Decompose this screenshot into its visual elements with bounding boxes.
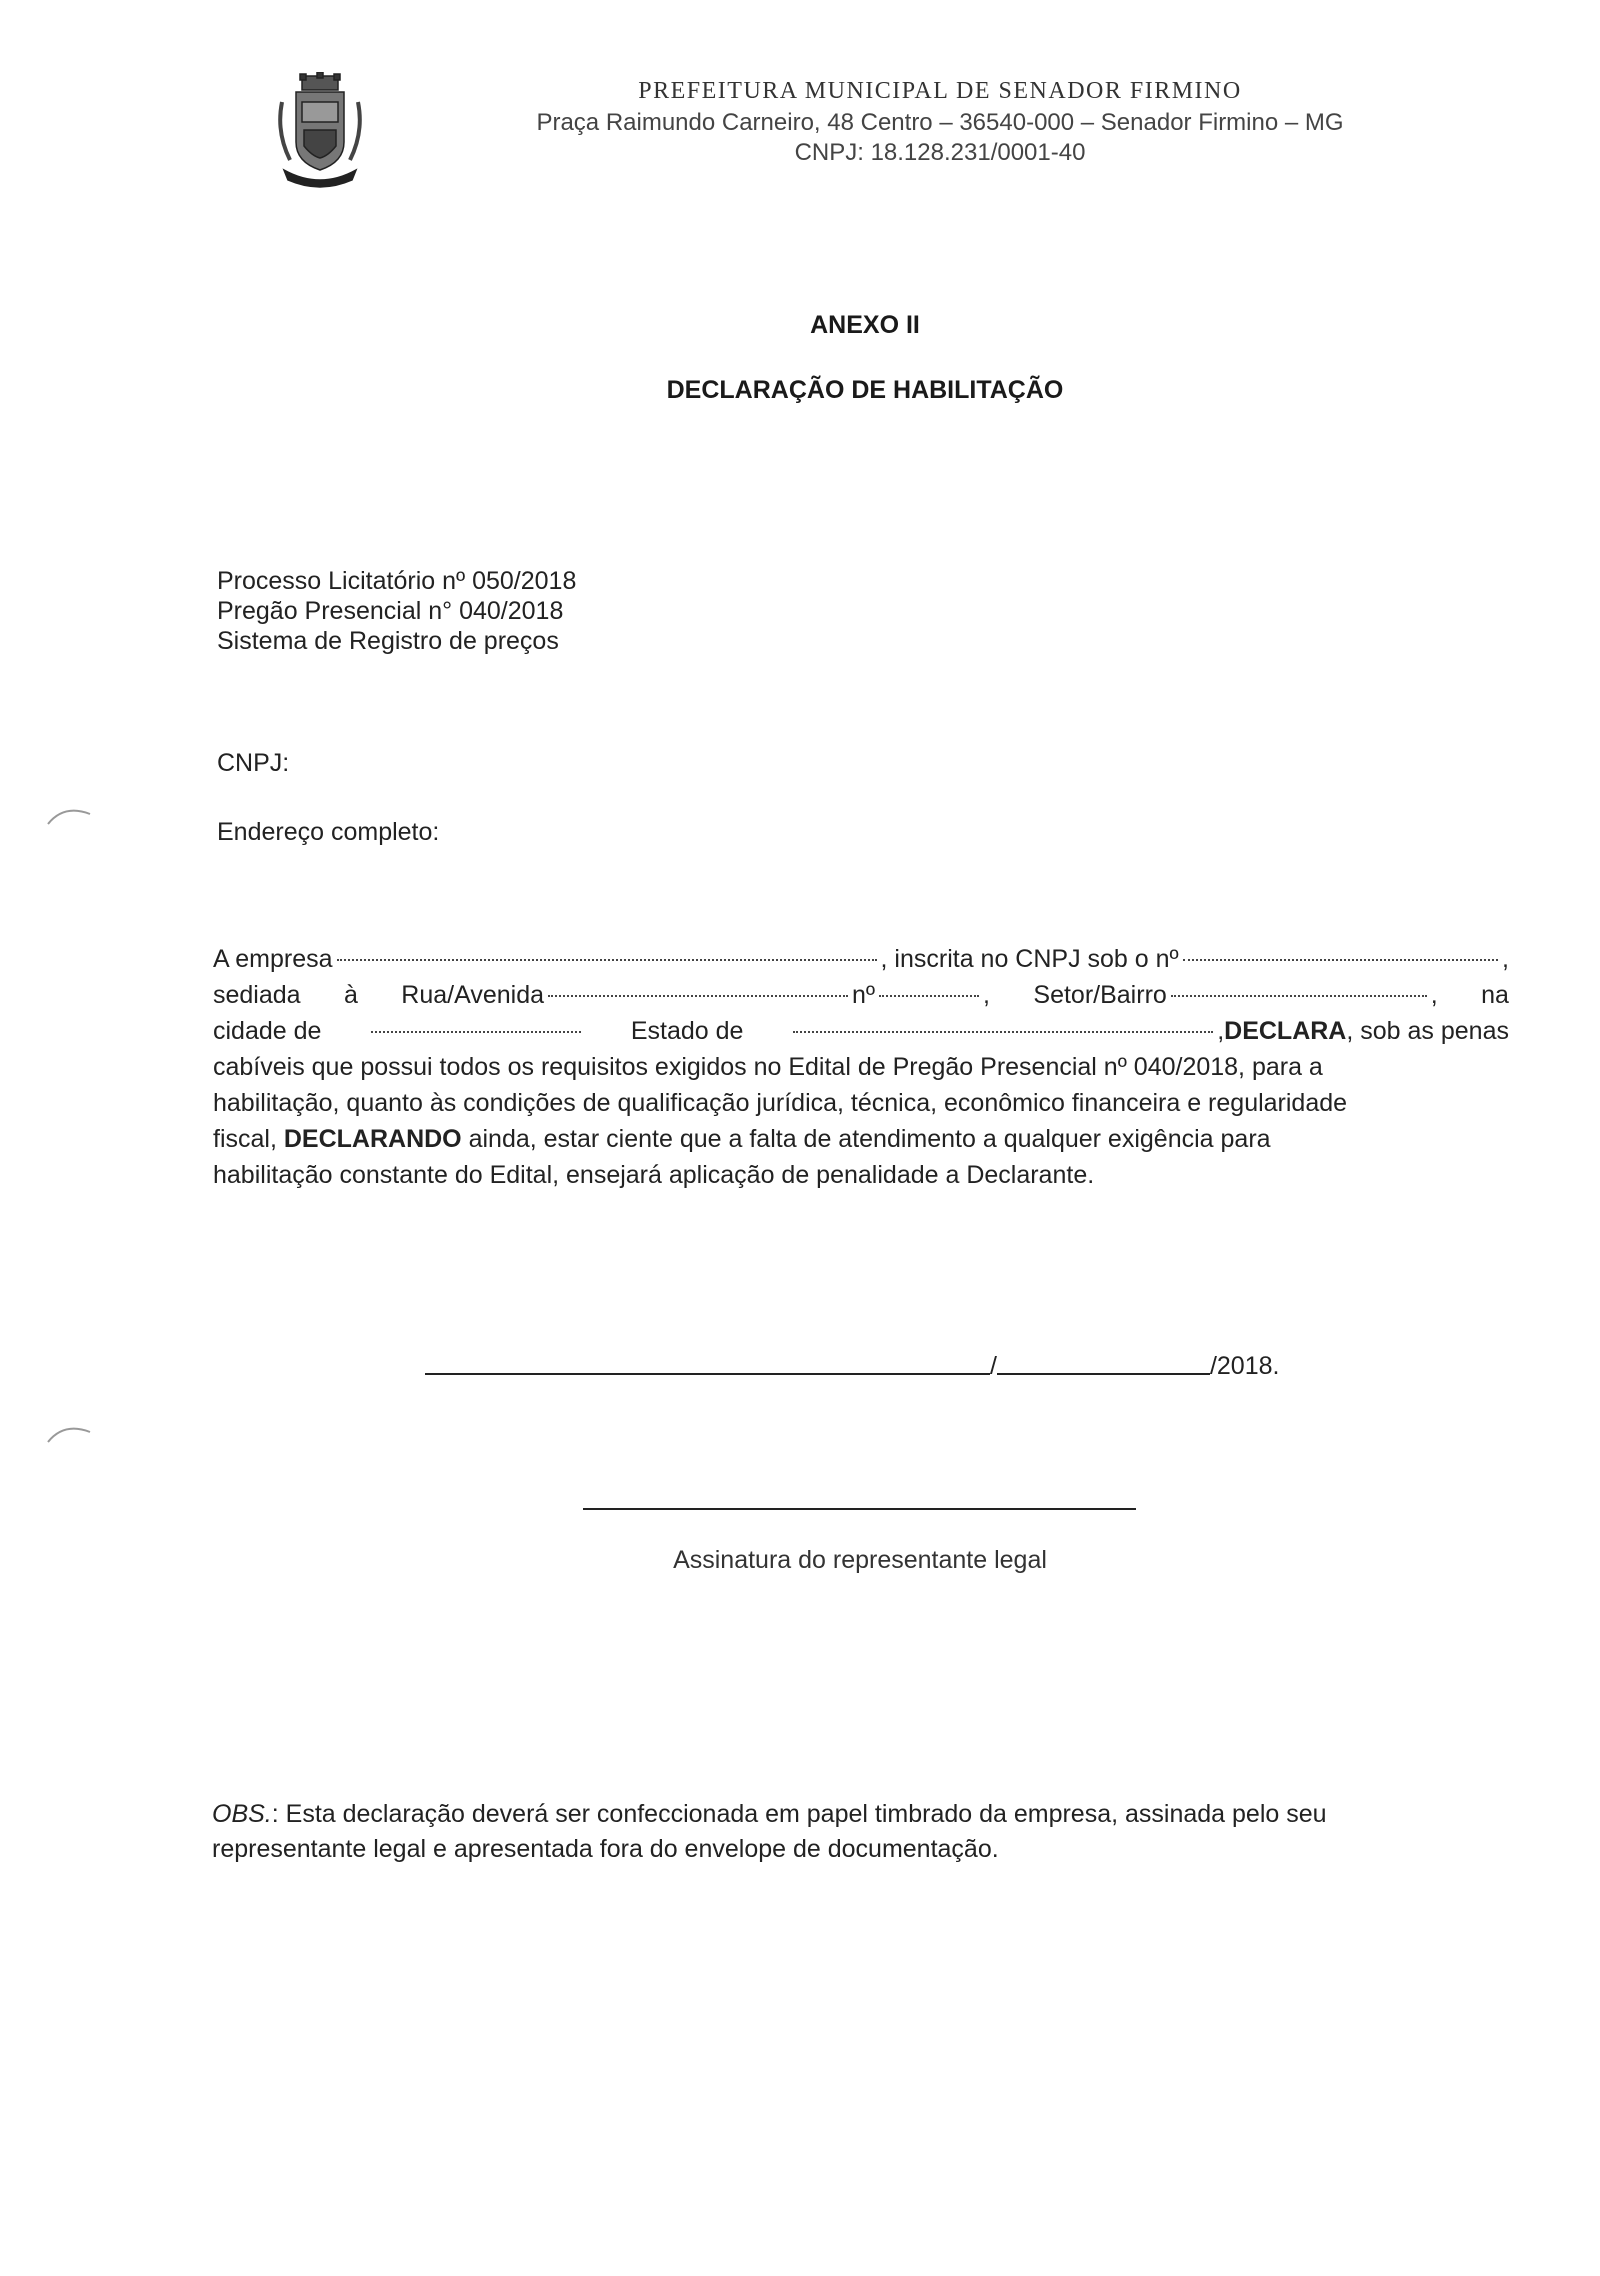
state-label: Estado de	[630, 1017, 744, 1045]
scan-hole-mark	[44, 1418, 94, 1448]
declaration-line-2	[213, 977, 1509, 1013]
company-name-blank	[337, 959, 877, 961]
declara-keyword: DECLARA	[1224, 1017, 1347, 1045]
district-blank	[1171, 995, 1427, 997]
cnpj-field-label: CNPJ:	[217, 749, 290, 777]
declaration-text: habilitação constante do Edital, ensejará aplicação de penalidade a Declarante.	[213, 1161, 1095, 1189]
number-label: nº	[852, 981, 876, 1009]
company-label: A empresa	[213, 945, 333, 973]
declaration-heading: DECLARAÇÃO DE HABILITAÇÃO	[666, 376, 1064, 404]
street-blank	[548, 995, 848, 997]
annex-heading: ANEXO II	[810, 311, 920, 339]
auction-number: Pregão Presencial n° 040/2018	[217, 597, 564, 625]
signature-line	[583, 1508, 1136, 1510]
letterhead-title: PREFEITURA MUNICIPAL DE SENADOR FIRMINO	[638, 78, 1242, 104]
process-number: Processo Licitatório nº 050/2018	[217, 567, 577, 595]
declaration-line-3	[213, 1013, 1509, 1049]
cnpj-number-blank	[1183, 959, 1498, 961]
declaration-line-7	[213, 1157, 1509, 1193]
sediada-label: sediada	[213, 981, 301, 1009]
declaration-text: habilitação, quanto às condições de qualificação jurídica, técnica, econômico financeira e regularidade	[213, 1089, 1348, 1117]
declarando-keyword: DECLARANDO	[283, 1125, 462, 1153]
date-month-blank	[997, 1373, 1210, 1375]
cnpj-inline-label: , inscrita no CNPJ sob o nº	[880, 945, 1179, 973]
obs-text: : Esta declaração deverá ser confeccionada em papel timbrado da empresa, assinada pelo seu	[271, 1800, 1327, 1828]
declaration-paragraph	[213, 941, 1509, 1193]
obs-label: OBS.	[212, 1800, 272, 1828]
comma: ,	[1502, 945, 1509, 973]
comma: ,	[1430, 981, 1438, 1009]
date-year: /2018.	[1209, 1352, 1280, 1380]
declaration-line-4	[213, 1049, 1509, 1085]
declaration-line-1	[213, 941, 1509, 977]
street-label: Rua/Avenida	[401, 981, 544, 1009]
municipal-crest-icon	[272, 72, 368, 192]
scan-hole-mark	[44, 800, 94, 830]
address-field-label: Endereço completo:	[217, 818, 440, 846]
process-info	[217, 566, 576, 656]
letterhead-address: Praça Raimundo Carneiro, 48 Centro – 36540-000 – Senador Firmino – MG	[536, 109, 1344, 136]
city-label: cidade de	[213, 1017, 322, 1045]
price-registry-system: Sistema de Registro de preços	[217, 627, 559, 655]
district-label: Setor/Bairro	[1033, 981, 1167, 1009]
declaration-line-5	[213, 1085, 1509, 1121]
preposition: à	[343, 981, 358, 1009]
state-blank	[793, 1031, 1213, 1033]
na-label: na	[1481, 981, 1509, 1009]
penalty-text: , sob as penas	[1346, 1017, 1509, 1045]
declaration-text: ainda, estar ciente que a falta de atendimento a qualquer exigência para	[468, 1125, 1271, 1153]
letterhead-cnpj: CNPJ: 18.128.231/0001-40	[794, 139, 1086, 166]
comma: ,	[1217, 1017, 1225, 1045]
declaration-line-6	[213, 1121, 1509, 1157]
signature-label: Assinatura do representante legal	[673, 1546, 1047, 1574]
declaration-text: cabíveis que possui todos os requisitos exigidos no Edital de Pregão Presencial nº 040/2018, para a	[213, 1053, 1323, 1081]
obs-text-continued: representante legal e apresentada fora do envelope de documentação.	[212, 1835, 999, 1863]
date-place-blank	[425, 1373, 990, 1375]
comma: ,	[983, 981, 990, 1009]
declaration-text: fiscal,	[213, 1125, 277, 1153]
number-blank	[879, 995, 979, 997]
date-separator: /	[990, 1352, 997, 1380]
letterhead	[440, 78, 1440, 167]
observation-note	[212, 1797, 1512, 1867]
city-blank	[371, 1031, 581, 1033]
date-line	[425, 1352, 1279, 1381]
